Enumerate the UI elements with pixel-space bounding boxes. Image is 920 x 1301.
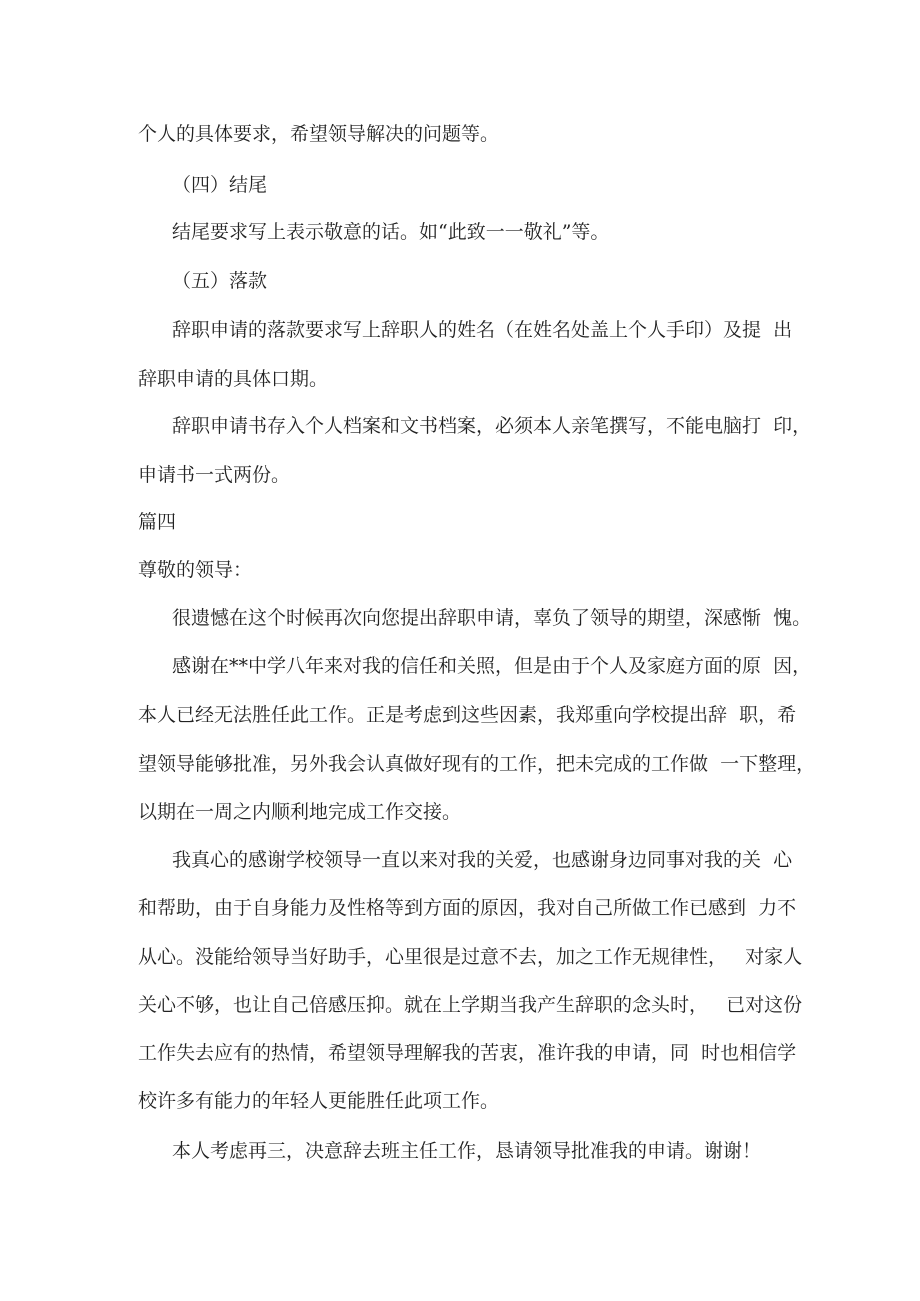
section-heading: （四）结尾 [172,174,268,196]
body-text-line: 望领导能够批准，另外我会认真做好现有的工作，把未完成的工作做 一下整理， [138,753,816,775]
closing-text-line: 本人考虑再三，决意辞去班主任工作，恳请领导批准我的申请。谢谢！ [172,1140,762,1162]
body-text-line: 结尾要求写上表示敬意的话。如“此致一一敬礼”等。 [172,221,610,243]
body-text-line: 感谢在**中学八年来对我的信任和关照，但是由于个人及家庭方面的原 因， [172,655,812,677]
chapter-title: 篇四 [138,511,177,533]
body-text-line: 辞职申请书存入个人档案和文书档案，必须本人亲笔撰写，不能电脑打 印， [172,415,812,437]
body-text-line: 我真心的感谢学校领导一直以来对我的关爱，也感谢身边同事对我的关 心 [172,849,793,871]
body-text-line: 申请书一式两份。 [138,464,291,486]
salutation: 尊敬的领导： [138,559,253,581]
body-text-line: 工作失去应有的热情，希望领导理解我的苦衷，准许我的申请，同 时也相信学 [138,1042,797,1064]
body-text-line: 以期在一周之内顺利地完成工作交接。 [138,801,462,823]
body-text-line: 关心不够，也让自己倍感压抑。就在上学期当我产生辞职的念头时， 已对这份 [138,994,803,1016]
section-heading: （五）落款 [172,270,268,292]
body-text-line: 和帮助，由于自身能力及性格等到方面的原因，我对自己所做工作已感到 力不 [138,897,797,919]
body-text-line: 个人的具体要求，希望领导解决的问题等。 [138,123,500,145]
body-text-line: 校许多有能力的年轻人更能胜任此项工作。 [138,1090,500,1112]
body-text-line: 从心。没能给领导当好助手，心里很是过意不去，加之工作无规律性， 对家人 [138,946,803,968]
body-text-line: 本人已经无法胜任此工作。正是考虑到这些因素，我郑重向学校提出辞 职，希 [138,704,797,726]
body-text-line: 很遗憾在这个时候再次向您提出辞职申请，辜负了领导的期望，深感惭 愧。 [172,607,812,629]
body-text-line: 辞职申请的具体口期。 [138,368,329,390]
body-text-line: 辞职申请的落款要求写上辞职人的姓名（在姓名处盖上个人手印）及提 出 [172,319,793,341]
